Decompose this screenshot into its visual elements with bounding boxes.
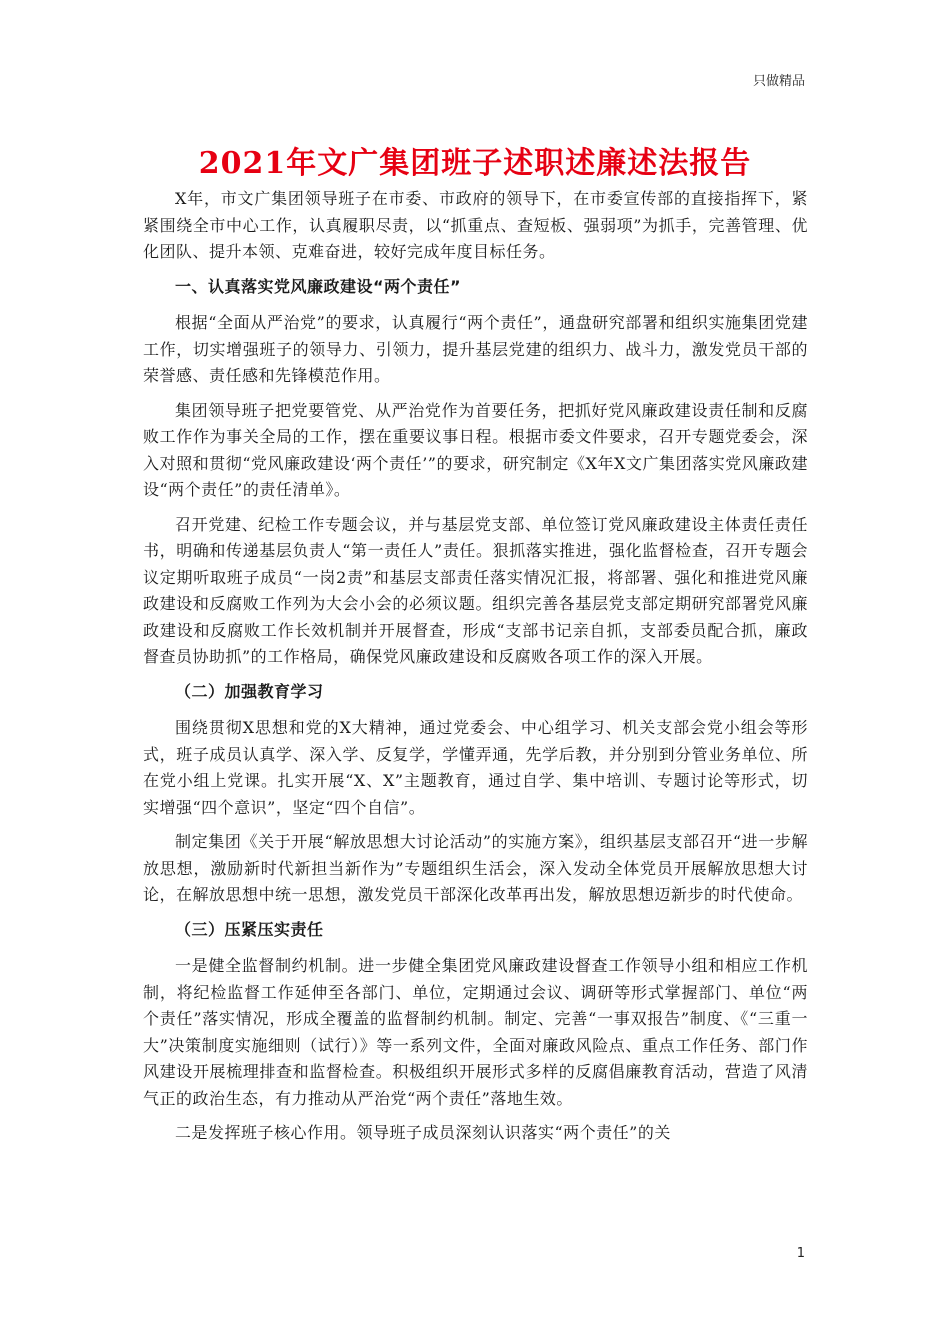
document-body: [143, 186, 808, 1155]
paragraph: 制定集团《关于开展“解放思想大讨论活动”的实施方案》，组织基层支部召开“进一步解放思想，激励新时代新担当新作为”专题组织生活会，深入发动全体党员开展解放思想大讨论，在解放思想中统一思想，激发党员干部深化改革再出发，解放思想迈新步的时代使命。: [143, 832, 808, 904]
section-heading-2: （二）加强教育学习: [175, 681, 324, 701]
paragraph: 围绕贯彻X思想和党的X大精神，通过党委会、中心组学习、机关支部会党小组会等形式，班子成员认真学、深入学、反复学，学懂弄通，先学后教，并分别到分管业务单位、所在党小组上党课。扎实开展“X、X”主题教育，通过自学、集中培训、专题讨论等形式，切实增强“四个意识”，坚定“四个自信”。: [143, 718, 808, 817]
section-heading-3: （三）压紧压实责任: [175, 919, 324, 939]
paragraph: 一是健全监督制约机制。进一步健全集团党风廉政建设督查工作领导小组和相应工作机制，将纪检监督工作延伸至各部门、单位，定期通过会议、调研等形式掌握部门、单位“两个责任”落实情况，形成全覆盖的监督制约机制。制定、完善“一事双报告”制度、《“三重一大”决策制度实施细则（试行）》等一系列文件，全面对廉政风险点、重点工作任务、部门作风建设开展梳理排查和监督检查。积极组织开展形式多样的反腐倡廉教育活动，营造了风清气正的政治生态，有力推动从严治党“两个责任”落地生效。: [143, 956, 808, 1108]
header-note: 只做精品: [752, 74, 805, 89]
paragraph-intro: X年，市文广集团领导班子在市委、市政府的领导下，在市委宣传部的直接指挥下，紧紧围绕全市中心工作，认真履职尽责，以“抓重点、查短板、强弱项”为抓手，完善管理、优化团队、提升本领、克难奋进，较好完成年度目标任务。: [143, 189, 808, 261]
section-heading-1: 一、认真落实党风廉政建设“两个责任”: [175, 276, 462, 296]
paragraph: 二是发挥班子核心作用。领导班子成员深刻认识落实“两个责任”的关: [175, 1123, 671, 1142]
document-title: 2021年文广集团班子述职述廉述法报告: [198, 146, 752, 181]
paragraph: 集团领导班子把党要管党、从严治党作为首要任务，把抓好党风廉政建设责任制和反腐败工作作为事关全局的工作，摆在重要议事日程。根据市委文件要求，召开专题党委会，深入对照和贯彻“党风廉政建设‘两个责任’”的要求，研究制定《X年X文广集团落实党风廉政建设“两个责任”的责任清单》。: [143, 400, 808, 499]
page-number: 1: [796, 1246, 805, 1261]
paragraph: 召开党建、纪检工作专题会议，并与基层党支部、单位签订党风廉政建设主体责任责任书，明确和传递基层负责人“第一责任人”责任。狠抓落实推进，强化监督检查，召开专题会议定期听取班子成员“一岗2责”和基层支部责任落实情况汇报，将部署、强化和推进党风廉政建设和反腐败工作列为大会小会的必须议题。组织完善各基层党支部定期研究部署党风廉政建设和反腐败工作长效机制并开展督查，形成“支部书记亲自抓，支部委员配合抓，廉政督查员协助抓”的工作格局，确保党风廉政建设和反腐败各项工作的深入开展。: [143, 514, 808, 666]
paragraph: 根据“全面从严治党”的要求，认真履行“两个责任”，通盘研究部署和组织实施集团党建工作，切实增强班子的领导力、引领力，提升基层党建的组织力、战斗力，激发党员干部的荣誉感、责任感和先锋模范作用。: [143, 313, 808, 385]
